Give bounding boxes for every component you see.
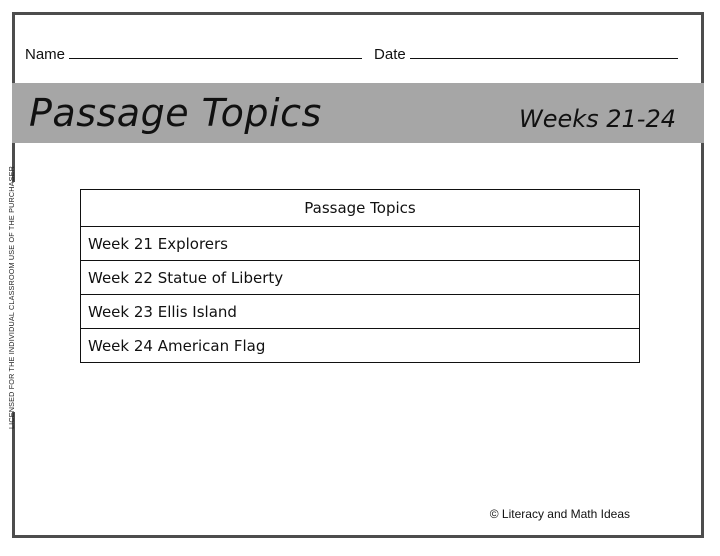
table-row: [81, 227, 640, 261]
name-date-line: [25, 44, 678, 63]
license-text: LICENSED FOR THE INDIVIDUAL CLASSROOM USE OF THE PURCHASER: [7, 165, 17, 429]
name-label: Name: [25, 46, 66, 63]
title-banner: [12, 83, 704, 143]
topic-week-23: Week 23 Ellis Island: [81, 295, 640, 329]
table-row: [81, 261, 640, 295]
topic-week-24: Week 24 American Flag: [81, 329, 640, 363]
topics-table: [80, 189, 640, 363]
copyright-notice: © Literacy and Math Ideas: [489, 507, 630, 521]
license-notice: [2, 165, 22, 429]
page-title: Passage Topics: [29, 91, 322, 135]
table-header-row: [81, 190, 640, 227]
date-label: Date: [374, 46, 406, 63]
table-row: [81, 329, 640, 363]
table-header: Passage Topics: [81, 190, 640, 227]
topic-week-22: Week 22 Statue of Liberty: [81, 261, 640, 295]
topic-week-21: Week 21 Explorers: [81, 227, 640, 261]
name-blank: [69, 44, 362, 59]
weeks-label: Weeks 21-24: [518, 105, 676, 133]
table-row: [81, 295, 640, 329]
date-blank: [410, 44, 678, 59]
